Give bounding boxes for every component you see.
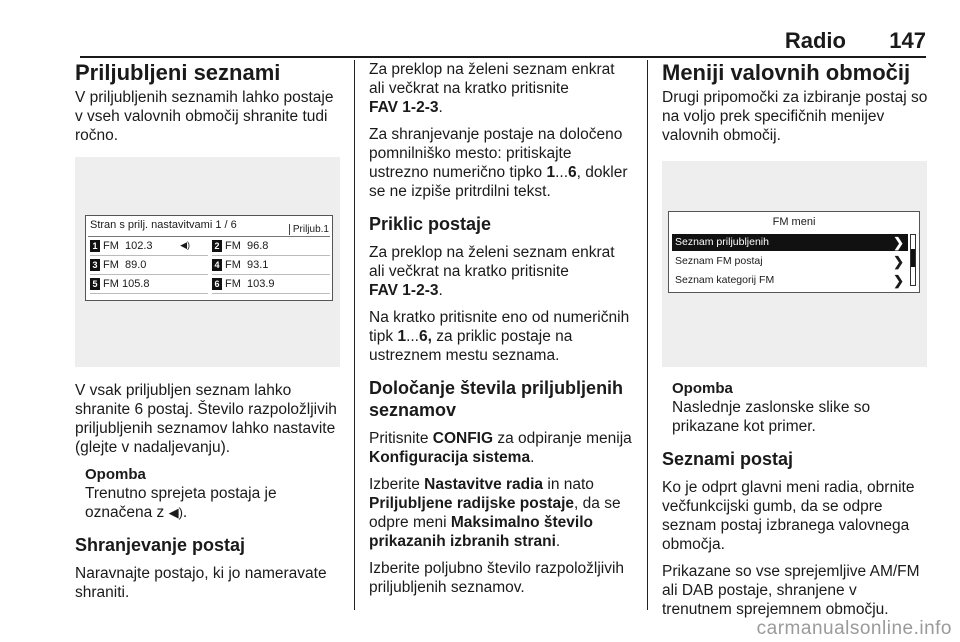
menu-item-fm-stations[interactable] bbox=[672, 253, 908, 270]
menu-label: Priljubljene radijske postaje bbox=[369, 495, 575, 512]
note-title: Opomba bbox=[672, 380, 733, 397]
text: . bbox=[438, 99, 443, 116]
key-label: 1 bbox=[546, 164, 556, 181]
chevron-right-icon: ❯ bbox=[893, 235, 904, 250]
text: in nato bbox=[547, 476, 594, 493]
preset-frequency: 105.8 bbox=[121, 278, 150, 290]
note-title: Opomba bbox=[85, 466, 146, 483]
note-text-end: . bbox=[182, 504, 188, 521]
key-label: 1 bbox=[397, 328, 407, 345]
preset-band: FM bbox=[103, 278, 119, 290]
paragraph-switch-list bbox=[369, 60, 634, 117]
paragraph-recall-switch bbox=[369, 243, 634, 300]
preset-number: 5 bbox=[90, 278, 100, 290]
button-label: CONFIG bbox=[432, 430, 494, 447]
paragraph-recall-key bbox=[369, 308, 634, 365]
text: za odpiranje menija bbox=[497, 430, 632, 447]
favourites-screen bbox=[85, 215, 333, 301]
text: ... bbox=[555, 164, 569, 181]
menu-label: Konfiguracija sistema bbox=[369, 449, 531, 466]
preset-3 bbox=[90, 259, 208, 275]
screen-divider bbox=[88, 236, 330, 237]
menu-item-fm-categories[interactable] bbox=[672, 272, 908, 289]
paragraph-lists-1: Ko je odprt glavni meni radia, obrnite večfunkcijski gumb, da se odpre seznam postaj izbranega valovnega območja. bbox=[662, 479, 915, 553]
key-label: 6 bbox=[568, 164, 577, 181]
chevron-right-icon: ❯ bbox=[893, 273, 904, 288]
preset-number: 4 bbox=[212, 259, 222, 271]
paragraph-favourites: V priljubljenih seznamih lahko postaje v vseh valovnih območij shranite tudi ročno. bbox=[75, 89, 334, 144]
preset-band: FM bbox=[225, 278, 241, 290]
menu-item-favourites[interactable] bbox=[672, 234, 908, 251]
preset-band: FM bbox=[225, 240, 241, 252]
preset-1 bbox=[90, 240, 208, 256]
column-2 bbox=[369, 60, 634, 605]
preset-band: FM bbox=[103, 259, 119, 271]
column-divider-1 bbox=[354, 60, 355, 610]
menu-item-label: Seznam priljubljenih bbox=[675, 236, 769, 248]
heading-favourites: Priljubljeni seznami bbox=[75, 60, 281, 85]
speaker-icon: ◀) bbox=[168, 505, 183, 520]
key-label: 6, bbox=[418, 328, 432, 345]
note-text-part: Trenutno sprejeta postaja je označena z bbox=[85, 485, 277, 521]
preset-number: 3 bbox=[90, 259, 100, 271]
paragraph-select-settings bbox=[369, 475, 634, 551]
paragraph-select-number: Izberite poljubno število razpoložljivih priljubljenih seznamov. bbox=[369, 560, 625, 596]
preset-band: FM bbox=[225, 259, 241, 271]
menu-label: Nastavitve radia bbox=[424, 476, 544, 493]
favourites-screenshot bbox=[75, 157, 340, 367]
page-number: 147 bbox=[889, 28, 926, 53]
watermark: carmanualsonline.info bbox=[756, 618, 952, 639]
preset-frequency: 102.3 bbox=[125, 240, 153, 252]
text: . bbox=[530, 449, 535, 466]
button-label: FAV 1-2-3 bbox=[369, 99, 439, 116]
text: Na kratko pritisnite eno od numeričnih tipk bbox=[369, 309, 630, 345]
text: . bbox=[438, 282, 443, 299]
text: Pritisnite bbox=[369, 430, 429, 447]
heading-recall: Priklic postaje bbox=[369, 214, 492, 234]
fm-menu-title: FM meni bbox=[772, 216, 816, 228]
column-1 bbox=[75, 60, 340, 610]
text: ... bbox=[406, 328, 419, 345]
preset-frequency: 93.1 bbox=[247, 259, 269, 271]
preset-number: 6 bbox=[212, 278, 222, 290]
text: , dokler se ne izpiše pritrdilni tekst. bbox=[369, 164, 628, 200]
screen-title: Stran s prilj. nastavitvami 1 / 6 bbox=[90, 219, 237, 231]
column-3 bbox=[662, 60, 930, 627]
preset-2 bbox=[212, 240, 330, 256]
menu-scrollbar[interactable] bbox=[910, 234, 916, 286]
paragraph-store: Naravnajte postajo, ki jo nameravate shraniti. bbox=[75, 565, 327, 601]
preset-number: 2 bbox=[212, 240, 222, 252]
preset-5 bbox=[90, 278, 208, 294]
menu-label: Maksimalno število prikazanih izbranih strani bbox=[369, 514, 593, 550]
note-current-station bbox=[75, 465, 340, 522]
paragraph-store-slot bbox=[369, 125, 634, 201]
screen-tab: Priljub.1 bbox=[289, 224, 332, 235]
chevron-right-icon: ❯ bbox=[893, 254, 904, 269]
text: Za preklop na želeni seznam enkrat ali večkrat na kratko pritisnite bbox=[369, 61, 615, 97]
text: Za shranjevanje postaje na določeno pomnilniško mesto: pritiskajte ustrezno numerično tipko bbox=[369, 126, 623, 181]
preset-4 bbox=[212, 259, 330, 275]
note-example-screens bbox=[662, 379, 930, 436]
paragraph-six-stations: V vsak priljubljen seznam lahko shranite 6 postaj. Število razpoložljivih priljubljenih seznamov lahko nastavite (glejte v nadaljevanju). bbox=[75, 382, 337, 456]
speaker-icon: ◀) bbox=[180, 240, 190, 250]
paragraph-lists-2: Prikazane so vse sprejemljive AM/FM ali DAB postaje, shranjene v trenutnem sprejemnem območju. bbox=[662, 563, 920, 618]
preset-frequency: 89.0 bbox=[125, 259, 147, 271]
preset-number: 1 bbox=[90, 240, 100, 252]
fm-menu bbox=[668, 211, 920, 293]
paragraph-menus: Drugi pripomočki za izbiranje postaj so na voljo prek specifičnih menijev valovnih območij. bbox=[662, 89, 928, 144]
preset-band: FM bbox=[103, 240, 119, 252]
preset-frequency: 103.9 bbox=[247, 278, 275, 290]
menu-item-label: Seznam FM postaj bbox=[675, 255, 763, 267]
preset-frequency: 96.8 bbox=[247, 240, 269, 252]
button-label: FAV 1-2-3 bbox=[369, 282, 439, 299]
text: . bbox=[555, 533, 561, 550]
text: , da se odpre meni bbox=[369, 495, 621, 531]
header-rule bbox=[80, 56, 926, 58]
fm-menu-screenshot bbox=[662, 161, 927, 367]
note-text bbox=[85, 484, 340, 522]
text: za priklic postaje na ustreznem mestu seznama. bbox=[369, 328, 573, 364]
text: Izberite bbox=[369, 476, 420, 493]
paragraph-config bbox=[369, 429, 634, 467]
heading-store: Shranjevanje postaj bbox=[75, 535, 246, 555]
scrollbar-thumb[interactable] bbox=[911, 249, 915, 267]
text: Za preklop na želeni seznam enkrat ali večkrat na kratko pritisnite bbox=[369, 244, 615, 280]
menu-item-label: Seznam kategorij FM bbox=[675, 274, 775, 286]
column-divider-2 bbox=[647, 60, 648, 610]
note-text: Naslednje zaslonske slike so prikazane kot primer. bbox=[672, 399, 871, 435]
heading-menus: Meniji valovnih območij bbox=[662, 60, 911, 85]
preset-6 bbox=[212, 278, 330, 294]
section-title: Radio bbox=[784, 28, 846, 53]
page-header bbox=[80, 26, 926, 54]
heading-station-lists: Seznami postaj bbox=[662, 449, 794, 469]
heading-count: Določanje števila priljubljenih seznamov bbox=[369, 378, 624, 420]
